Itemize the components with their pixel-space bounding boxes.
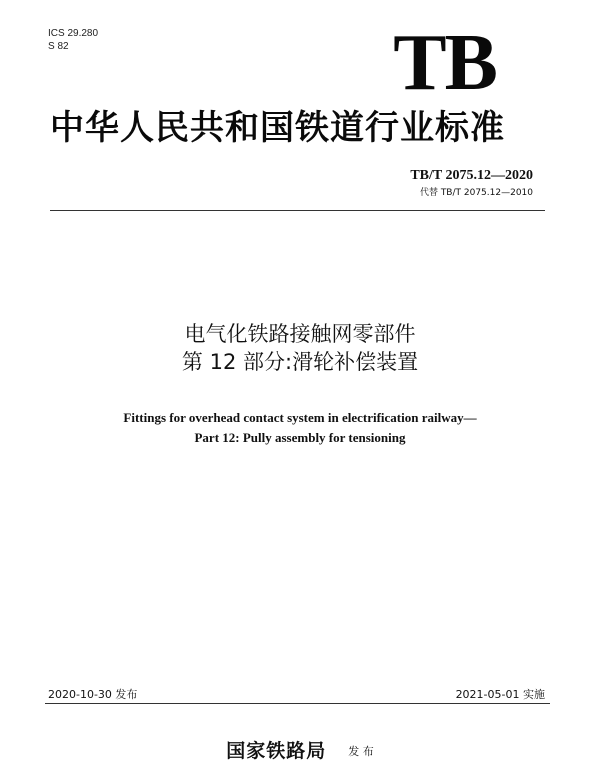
header-divider <box>50 210 545 211</box>
footer-divider <box>45 703 550 704</box>
implementation-date: 2021-05-01 实施 <box>455 688 545 701</box>
english-title-line-2: Part 12: Pully assembly for tensioning <box>194 430 406 445</box>
issuer-name: 国家铁路局 <box>226 740 327 762</box>
tb-logo: TB <box>393 19 496 107</box>
chinese-title <box>0 320 600 376</box>
english-title <box>0 408 600 448</box>
chinese-title-line-2: 第 12 部分:滑轮补偿装置 <box>181 350 419 374</box>
issuer-block <box>0 739 600 763</box>
replaced-standard: 代替 TB/T 2075.12—2010 <box>419 188 533 198</box>
issuer-action: 发 布 <box>348 745 374 758</box>
ccs-code: S 82 <box>48 41 69 52</box>
chinese-title-line-1: 电气化铁路接触网零部件 <box>184 322 416 346</box>
ics-code: ICS 29.280 <box>48 28 99 39</box>
english-title-line-1: Fittings for overhead contact system in electrification railway— <box>123 410 477 425</box>
classification-codes <box>48 27 98 53</box>
issue-date: 2020-10-30 发布 <box>48 688 138 701</box>
standard-number: TB/T 2075.12—2020 <box>410 168 533 183</box>
standard-category-title: 中华人民共和国铁道行业标准 <box>50 108 505 148</box>
